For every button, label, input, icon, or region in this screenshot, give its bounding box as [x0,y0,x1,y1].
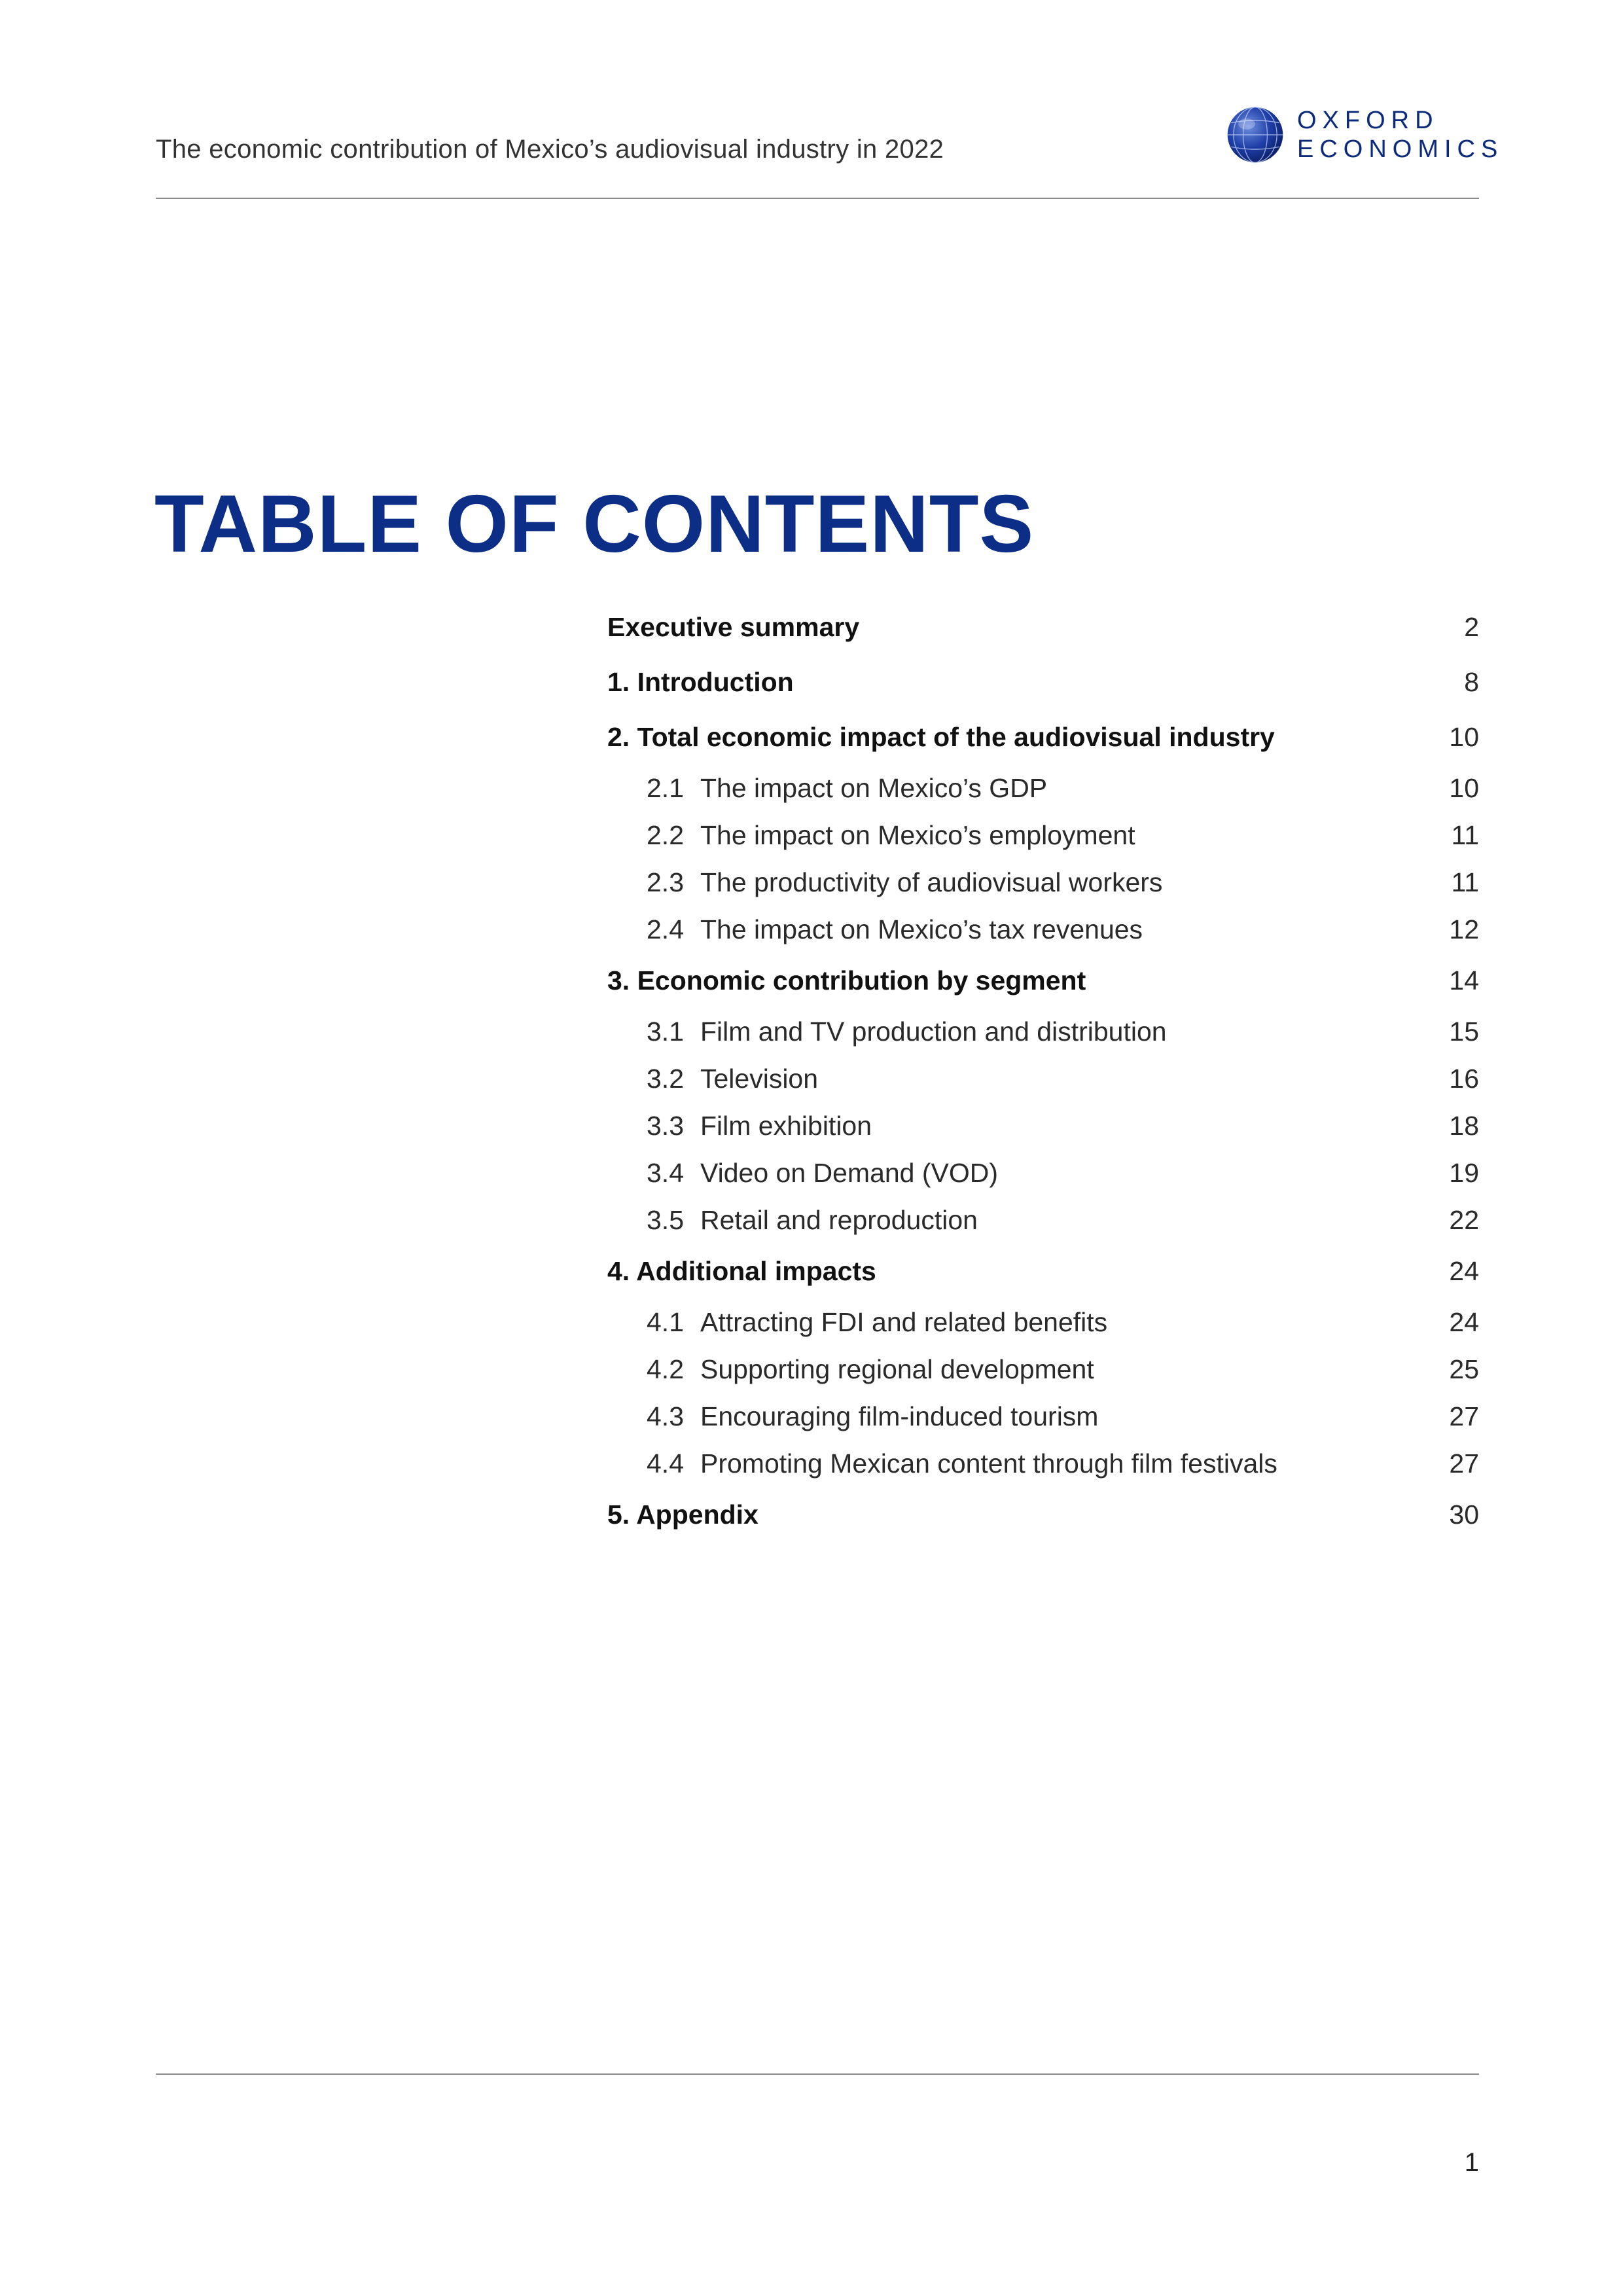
toc-entry-title [647,1393,1098,1440]
toc-entry-title: 5. Appendix [607,1499,758,1530]
logo-text-economics: ECONOMICS [1297,135,1504,163]
toc-page-number: 25 [1449,1354,1479,1384]
toc-entry-title [647,1196,978,1244]
toc-entry-label: The impact on Mexico’s employment [700,820,1135,850]
toc-entry-number: 3.4 [647,1158,684,1188]
toc-page-number: 24 [1449,1307,1479,1337]
toc-subsection-entry[interactable] [607,1008,1479,1055]
toc-section-entry[interactable] [607,953,1479,1008]
toc-entry-number: 4.4 [647,1448,684,1479]
toc-page-number: 16 [1449,1064,1479,1094]
toc-entry-number: 3.3 [647,1111,684,1141]
toc-page-number: 11 [1451,867,1479,897]
toc-entry-label: Encouraging film-induced tourism [700,1401,1099,1431]
toc-section-entry[interactable] [607,1244,1479,1299]
toc-page-number: 14 [1449,965,1479,996]
toc-subsection-entry[interactable] [607,906,1479,953]
toc-entry-number: 4.2 [647,1354,684,1384]
toc-subsection-entry[interactable] [607,1440,1479,1487]
toc-section-entry[interactable] [607,1487,1479,1542]
toc-entry-number: 2.2 [647,820,684,850]
toc-entry-number: 4.3 [647,1401,684,1431]
toc-page-number: 10 [1449,773,1479,803]
toc-page-number: 19 [1449,1158,1479,1188]
toc-section-entry[interactable] [607,709,1479,764]
toc-entry-title [647,1008,1167,1055]
toc-entry-label: Film exhibition [700,1111,872,1141]
toc-entry-title [647,859,1162,906]
toc-entry-label: The impact on Mexico’s GDP [700,773,1048,803]
toc-entry-number: 2.3 [647,867,684,897]
toc-entry-title: 3. Economic contribution by segment [607,965,1086,996]
toc-subsection-entry[interactable] [607,1393,1479,1440]
toc-entry-label: Promoting Mexican content through film festivals [700,1448,1277,1479]
toc-entry-number: 4.1 [647,1307,684,1337]
toc-entry-number: 3.1 [647,1016,684,1047]
toc-section-entry[interactable] [607,655,1479,709]
toc-entry-label: Supporting regional development [700,1354,1094,1384]
toc-entry-title: 2. Total economic impact of the audiovisual industry [607,722,1275,752]
report-title: The economic contribution of Mexico’s audiovisual industry in 2022 [156,135,944,164]
toc-entry-title [647,1102,872,1149]
page-number: 1 [1464,2148,1479,2177]
toc-page-number: 2 [1464,612,1479,642]
toc-subsection-entry[interactable] [607,1102,1479,1149]
toc-entry-title: Executive summary [607,612,860,642]
toc-entry-label: Video on Demand (VOD) [700,1158,999,1188]
toc-page-number: 10 [1449,722,1479,752]
toc-entry-title [647,1299,1107,1346]
toc-entry-label: Television [700,1064,819,1094]
toc-page-number: 12 [1449,914,1479,944]
toc-page-number: 18 [1449,1111,1479,1141]
table-of-contents [607,600,1479,1542]
toc-entry-label: Attracting FDI and related benefits [700,1307,1108,1337]
header-divider [156,198,1479,199]
toc-entry-label: The impact on Mexico’s tax revenues [700,914,1143,944]
toc-entry-number: 2.1 [647,773,684,803]
toc-entry-label: Retail and reproduction [700,1205,978,1235]
toc-entry-number: 3.2 [647,1064,684,1094]
toc-entry-title [647,1346,1094,1393]
globe-icon [1225,105,1285,165]
footer-divider [156,2073,1479,2075]
toc-entry-label: The productivity of audiovisual workers [700,867,1163,897]
toc-entry-number: 2.4 [647,914,684,944]
toc-page-number: 24 [1449,1256,1479,1286]
toc-subsection-entry[interactable] [607,1149,1479,1196]
toc-entry-label: Film and TV production and distribution [700,1016,1167,1047]
toc-entry-title [647,1055,818,1102]
toc-page-number: 11 [1451,820,1479,850]
toc-entry-title [647,1440,1277,1487]
toc-entry-title [647,812,1135,859]
toc-subsection-entry[interactable] [607,1196,1479,1244]
toc-page-number: 22 [1449,1205,1479,1235]
toc-page-number: 27 [1449,1448,1479,1479]
toc-entry-title [647,1149,998,1196]
logo-text-oxford: OXFORD [1297,107,1439,134]
toc-entry-title: 1. Introduction [607,667,794,697]
toc-entry-title [647,906,1143,953]
toc-subsection-entry[interactable] [607,1346,1479,1393]
toc-page-number: 15 [1449,1016,1479,1047]
toc-page-number: 30 [1449,1499,1479,1530]
toc-subsection-entry[interactable] [607,1055,1479,1102]
toc-entry-number: 3.5 [647,1205,684,1235]
toc-page-number: 27 [1449,1401,1479,1431]
toc-subsection-entry[interactable] [607,812,1479,859]
toc-entry-title: 4. Additional impacts [607,1256,876,1286]
oxford-economics-logo [1225,105,1503,165]
toc-subsection-entry[interactable] [607,859,1479,906]
toc-entry-title [647,764,1047,812]
toc-page-number: 8 [1464,667,1479,697]
page-title: TABLE OF CONTENTS [154,479,1035,570]
toc-subsection-entry[interactable] [607,1299,1479,1346]
toc-section-entry[interactable] [607,600,1479,655]
toc-subsection-entry[interactable] [607,764,1479,812]
